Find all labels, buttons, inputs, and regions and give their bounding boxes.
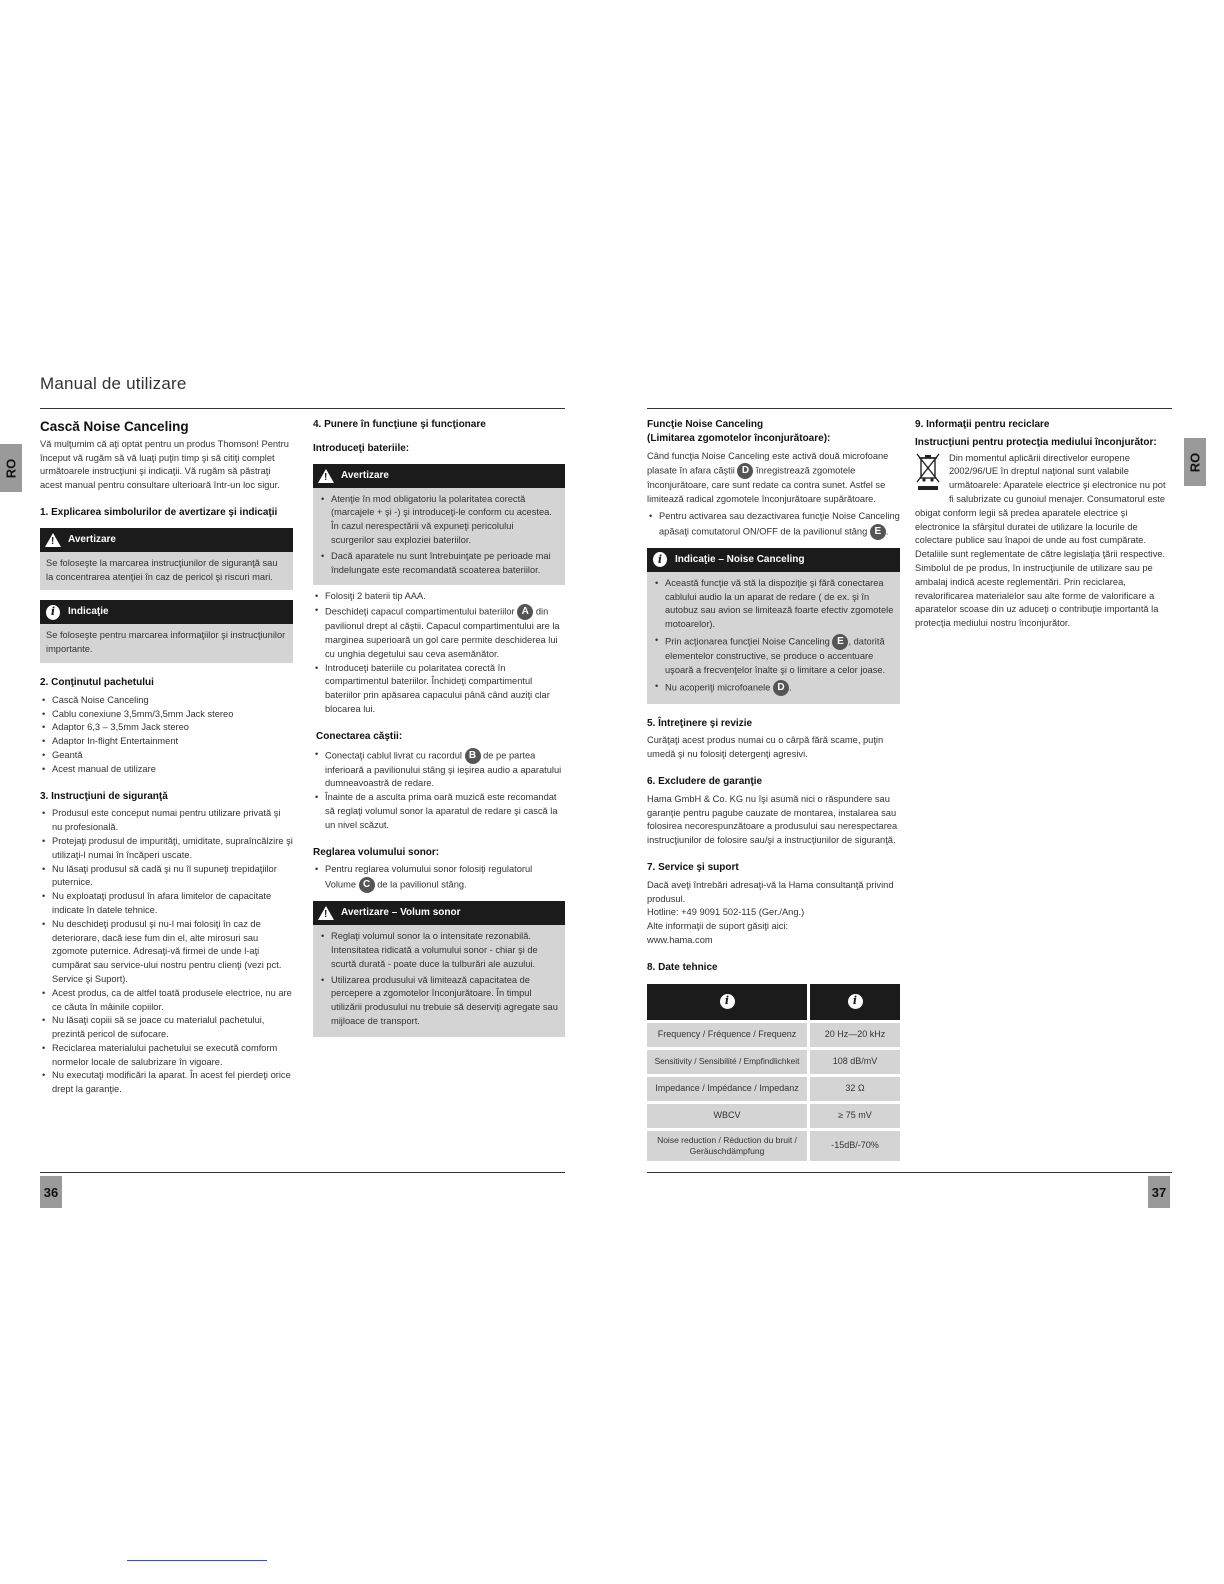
info-icon: i bbox=[46, 605, 60, 620]
list-item: • Utilizarea produsului vă limitează capacitatea de percepere a zgomotelor înconjurătoare. În timpul utilizării produsului nu trebuie să deserviţi agregate sau mijloace de transport. bbox=[319, 974, 559, 1029]
table-row: WBCV ≥ 75 mV bbox=[647, 1104, 900, 1128]
list-item: • Prin acţionarea funcţiei Noise Canceling E , datorită elementelor constructive, se produce o accentuare uşoară a frecvenţelor înalte şi o limitare a celor joase. bbox=[653, 634, 894, 678]
bottom-underline bbox=[127, 1560, 267, 1561]
info-box: Se foloseşte pentru marcarea informaţiilor şi instrucţiunilor importante. bbox=[40, 624, 293, 663]
section-6-title: 6. Excludere de garanţie bbox=[647, 775, 763, 787]
section-4-title: 4. Punere în funcţiune şi funcţionare bbox=[313, 419, 486, 430]
list-item: • Acest manual de utilizare bbox=[40, 763, 293, 777]
marker-a: A bbox=[517, 604, 533, 620]
nc-info-box bbox=[647, 572, 900, 704]
list-item: • Acest produs, ca de altfel toată produsele electrice, nu are ce căuta în mâinile copiilor. bbox=[40, 987, 293, 1015]
warning-box: Se foloseşte la marcarea instrucţiunilor de siguranţă sau la concentrarea atenţiei în caz de pericol şi riscuri mari. bbox=[40, 552, 293, 591]
section-9-subtitle: Instrucţiuni pentru protecţia mediului înconjurător: bbox=[915, 436, 1157, 448]
volume-title: Reglarea volumului sonor: bbox=[313, 846, 440, 858]
safety-list bbox=[40, 807, 293, 1097]
spec-header-2 bbox=[810, 984, 900, 1020]
support-link[interactable]: www.hama.com bbox=[647, 934, 713, 945]
marker-d: D bbox=[737, 463, 753, 479]
column-3 bbox=[647, 418, 900, 1164]
battery-title: Introduceţi bateriile: bbox=[313, 442, 410, 454]
column-4 bbox=[915, 418, 1170, 634]
nc-info-bar: i Indicaţie – Noise Canceling bbox=[647, 548, 900, 572]
section-7-title: 7. Service şi suport bbox=[647, 861, 739, 873]
right-top-rule bbox=[647, 408, 1172, 409]
battery-warning-bar: ! Avertizare bbox=[313, 464, 565, 488]
section-8-title: 8. Date tehnice bbox=[647, 961, 718, 973]
left-top-rule bbox=[40, 408, 565, 409]
left-bottom-rule bbox=[40, 1172, 565, 1173]
table-row: Sensitivity / Sensibilité / Empfindlichkeit 108 dB/mV bbox=[647, 1050, 900, 1074]
lang-tab-left: RO bbox=[0, 444, 22, 492]
section-5-text: Curăţaţi acest produs numai cu o cârpă fără scame, puţin umedă şi nu folosiţi detergenţi agresivi. bbox=[647, 735, 884, 760]
section-3-title: 3. Instrucţiuni de siguranţă bbox=[40, 790, 168, 802]
list-item: • Introduceţi bateriile cu polaritatea corectă în compartimentul bateriilor. Închideţi compartimentul bateriilor prin apăsarea capacului până când auziţi clar blocarea lui. bbox=[313, 662, 565, 717]
table-row: Noise reduction / Réduction du bruit / Geräuschdämpfung -15dB/-70% bbox=[647, 1131, 900, 1161]
section-5-title: 5. Întreţinere şi revizie bbox=[647, 717, 753, 729]
list-item: • Adaptor 6,3 – 3,5mm Jack stereo bbox=[40, 721, 293, 735]
lang-tab-right: RO bbox=[1184, 438, 1206, 486]
column-2 bbox=[313, 418, 565, 1037]
warning-bar: ! Avertizare bbox=[40, 528, 293, 552]
info-icon: i bbox=[653, 552, 667, 567]
warning-icon bbox=[318, 469, 334, 483]
battery-warning-box bbox=[313, 488, 565, 586]
warning-icon bbox=[45, 533, 61, 547]
page-number-left: 36 bbox=[40, 1176, 62, 1208]
page-number-right: 37 bbox=[1148, 1176, 1170, 1208]
list-item: • Folosiţi 2 baterii tip AAA. bbox=[313, 590, 565, 604]
list-item: • Geantă bbox=[40, 749, 293, 763]
info-icon: i bbox=[720, 994, 735, 1009]
info-bar: i Indicaţie bbox=[40, 600, 293, 624]
list-item: • Această funcţie vă stă la dispoziţie şi fără conectarea cablului audio la un aparat de redare ( de ex. şi în autobuz sau avion se limitează foarte efectiv zgomotele motoarelor). bbox=[653, 577, 894, 632]
volume-warning-box bbox=[313, 925, 565, 1037]
section-6-text: Hama GmbH & Co. KG nu îşi asumă nici o răspundere sau garanţie pentru pagube cauzate de montarea, instalarea sau folosirea necorespunzătoare a produsului sau nerespectarea instrucţiunilor de folosire sau/şi a instrucţiunilor de siguranţă. bbox=[647, 793, 898, 846]
list-item: • Protejaţi produsul de impurităţi, umiditate, supraîncălzire şi utilizaţi-l numai în încăperi uscate. bbox=[40, 835, 293, 863]
section-1-title: 1. Explicarea simbolurilor de avertizare şi indicaţii bbox=[40, 506, 278, 518]
list-item: • Nu lăsaţi produsul să cadă şi nu îl supuneţi trepidaţiilor puternice. bbox=[40, 863, 293, 891]
nc-text: Când funcţia Noise Canceling este activă două microfoane plasate în afara căştii D înregistrează zgomotele înconjurătoare, care sunt redate ca contra sunet. Astfel se limitează radical zgomotele înconjurătoare supărătoare. bbox=[647, 450, 889, 505]
list-item: • Deschideţi capacul compartimentului bateriilor A din pavilionul drept al căştii. Capacul compartimentului are la marginea superioară un gol care permite deschiderea lui cu unghia degetului sau ceva asemănător. bbox=[313, 604, 565, 661]
list-item: • Conectaţi cablul livrat cu racordul B de pe partea inferioară a pavilionului stâng şi ieşirea audio a aparatului dumneavoastră de redare. bbox=[313, 748, 565, 792]
list-item: • Atenţie în mod obligatoriu la polaritatea corectă (marcajele + şi -) şi introduceţi-le conform cu acestea. În cazul nerespectării vă expuneţi pericolului scurgerilor sau exploziei bateriilor. bbox=[319, 493, 559, 548]
nc-title: Funcţie Noise Canceling (Limitarea zgomotelor înconjurătoare): bbox=[647, 419, 831, 444]
battery-list bbox=[313, 590, 565, 716]
marker-b: B bbox=[465, 748, 481, 764]
connection-title: Conectarea căştii: bbox=[316, 730, 403, 742]
list-item: • Nu deschideţi produsul şi nu-l mai folosiţi în caz de deteriorare, dacă iese fum din el, alte mirosuri sau zgomote puternice. Adresaţi-vă firmei de unde l-aţi cumpărat sau service-ului nostru pentru clienţi (vezi pct. Service şi Suport). bbox=[40, 918, 293, 987]
list-item: • Reciclarea materialului pachetului se execută comform normelor locale de salubrizare în vigoare. bbox=[40, 1042, 293, 1070]
package-list bbox=[40, 694, 293, 777]
table-row: Impedance / Impédance / Impedanz 32 Ω bbox=[647, 1077, 900, 1101]
list-item: • Nu acoperiţi microfoanele D . bbox=[653, 680, 894, 696]
section-7-text: Dacă aveţi întrebări adresaţi-vă la Hama consultanţă privind produsul. bbox=[647, 879, 894, 904]
list-item: • Pentru activarea sau dezactivarea funcţie Noise Canceling apăsaţi comutatorul ON/OFF de la pavilionul stâng E . bbox=[647, 510, 900, 540]
warning-icon bbox=[318, 906, 334, 920]
list-item: • Nu executaţi modificări la aparat. În acest fel pierdeţi orice drept la garanţie. bbox=[40, 1069, 293, 1097]
column-1 bbox=[40, 420, 293, 1097]
list-item: • Pentru reglarea volumului sonor folosiţi regulatorul Volume C de la pavilionul stâng. bbox=[313, 863, 565, 893]
spec-table bbox=[644, 981, 903, 1164]
marker-d: D bbox=[773, 680, 789, 696]
weee-bin-icon bbox=[915, 452, 941, 492]
list-item: • Nu lăsaţi copiii să se joace cu materialul pachetului, prezintă pericol de sufocare. bbox=[40, 1014, 293, 1042]
marker-c: C bbox=[359, 877, 375, 893]
volume-warning-bar: ! Avertizare – Volum sonor bbox=[313, 901, 565, 925]
marker-e: E bbox=[832, 634, 848, 650]
list-item: • Nu exploataţi produsul în afara limitelor de capacitate indicate în datele tehnice. bbox=[40, 890, 293, 918]
product-title: Cască Noise Canceling bbox=[40, 419, 189, 434]
list-item: • Adaptor In-flight Entertainment bbox=[40, 735, 293, 749]
connection-list bbox=[313, 748, 565, 833]
list-item: • Înainte de a asculta prima oară muzică este recomandat să reglaţi volumul sonor la aparatul de redare şi cască la un nivel scăzut. bbox=[313, 791, 565, 832]
list-item: • Cască Noise Canceling bbox=[40, 694, 293, 708]
table-row: Frequency / Fréquence / Frequenz 20 Hz—20 kHz bbox=[647, 1023, 900, 1047]
list-item: • Dacă aparatele nu sunt întrebuinţate pe perioade mai îndelungate este recomandată scoaterea bateriilor. bbox=[319, 550, 559, 578]
manual-title: Manual de utilizare bbox=[40, 374, 187, 393]
support-text: Alte informaţii de suport găsiţi aici: bbox=[647, 921, 789, 932]
volume-list bbox=[313, 863, 565, 893]
info-icon: i bbox=[848, 994, 863, 1009]
marker-e: E bbox=[870, 524, 886, 540]
list-item: • Cablu conexiune 3,5mm/3,5mm Jack stereo bbox=[40, 708, 293, 722]
right-bottom-rule bbox=[647, 1172, 1172, 1173]
nc-list bbox=[647, 510, 900, 540]
list-item: • Produsul este conceput numai pentru utilizare privată şi nu profesională. bbox=[40, 807, 293, 835]
list-item: • Reglaţi volumul sonor la o intensitate rezonabilă. Intensitatea ridicată a volumului sonor - chiar şi de scurtă durată - poate duce la tulburări ale auzului. bbox=[319, 930, 559, 971]
section-9-text: Din momentul aplicării directivelor europene 2002/96/UE în dreptul naţional sunt valabile următoarele: Aparatele electrice şi electronice nu pot fi salubrizate cu gunoiul menajer. Consumatorul este obigat conform legii să predea aparatele electrice şi electronice la sfârşitul duratei de utilizare la locurile de colectare publice sau înapoi de unde au fost cumpărate. Detaliile sunt reglementate de către legislaţia ţării respective. Simbolul de pe produs, în instrucţiunile de utilizare sau pe ambalaj indică aceste reglementări. Prin reciclarea, revalorificarea materialelor sau alte forme de valorificare a aparatelor scoase din uz aduceţi o contribuţie importantă la protecţia mediului nostru înconjurător. bbox=[915, 452, 1166, 629]
intro-text: Vă mulţumim că aţi optat pentru un produs Thomson! Pentru început vă rugăm să vă luaţi puţin timp şi să citiţi complet următoarele instrucţiuni şi indicaţii. Vă rugăm să păstraţi acest manual pentru consultare ulterioară într-un loc sigur. bbox=[40, 438, 289, 491]
section-9-title: 9. Informaţii pentru reciclare bbox=[915, 419, 1050, 430]
hotline: Hotline: +49 9091 502-115 (Ger./Ang.) bbox=[647, 907, 805, 918]
spec-header-1 bbox=[647, 984, 807, 1020]
section-2-title: 2. Conţinutul pachetului bbox=[40, 676, 154, 688]
